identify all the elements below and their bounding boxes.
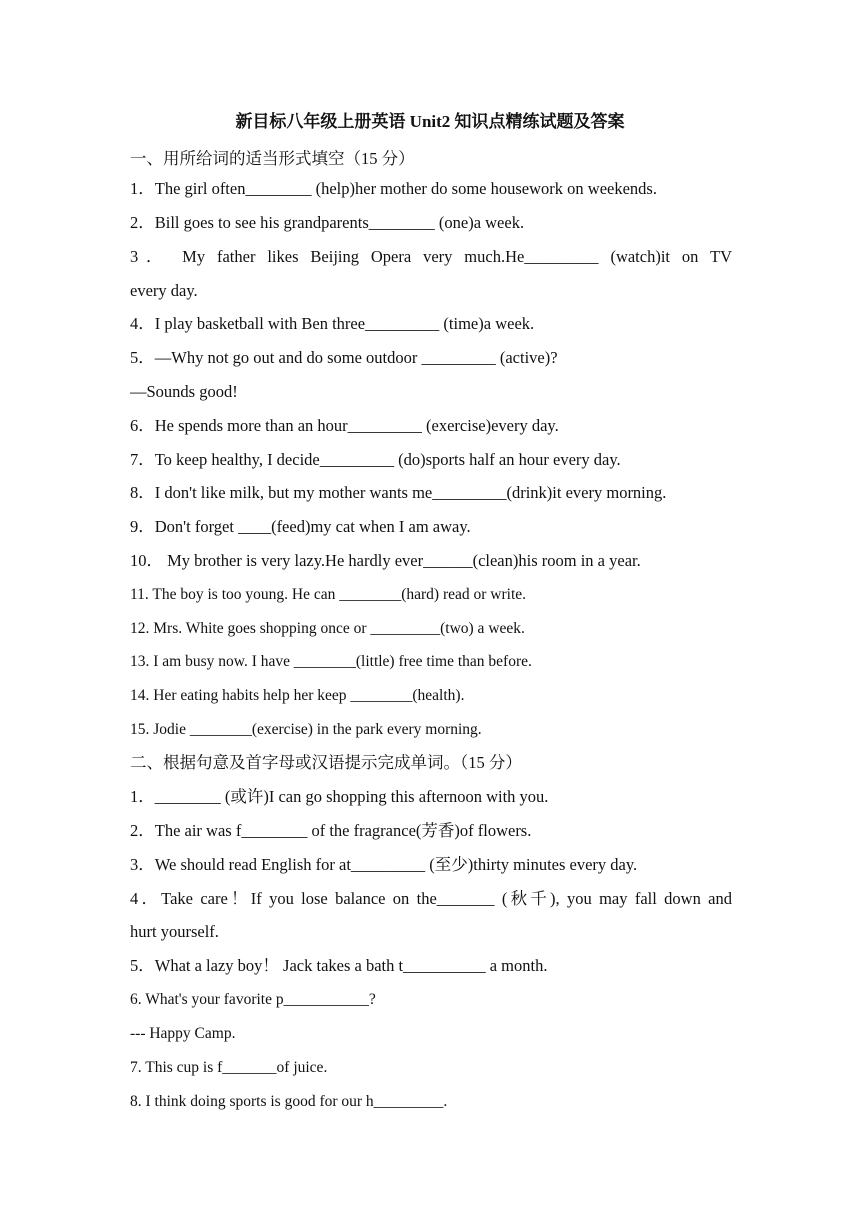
question-1-12: 12. Mrs. White goes shopping once or _________(two) a week. [130,620,525,637]
question-2-3: 3．We should read English for at_________ (至少)thirty minutes every day. [130,855,638,874]
question-1-7: 7．To keep healthy, I decide_________ (do)sports half an hour every day. [130,450,621,469]
question-2-1: 1．________ (或许)I can go shopping this afternoon with you. [130,787,549,806]
question-2-4: 4．Take care！If you lose balance on the_______ (秋千), you may fall down and [130,889,732,908]
question-1-13: 13. I am busy now. I have ________(little) free time than before. [130,653,532,670]
page-title: 新目标八年级上册英语 Unit2 知识点精练试题及答案 [235,112,625,131]
question-2-7: 7. This cup is f_______of juice. [130,1059,328,1076]
question-1-3: 3． My father likes Beijing Opera very much.He_________ (watch)it on TV [130,247,732,266]
question-1-9: 9．Don't forget ____(feed)my cat when I am away. [130,517,471,536]
question-1-5: 5．—Why not go out and do some outdoor _________ (active)? [130,348,558,367]
question-1-8: 8．I don't like milk, but my mother wants me_________(drink)it every morning. [130,483,667,502]
section-2-heading: 二、根据句意及首字母或汉语提示完成单词。（15 分） [130,753,522,772]
question-2-6: 6. What's your favorite p___________? [130,991,376,1008]
question-1-1: 1．The girl often________ (help)her mother do some housework on weekends. [130,179,657,198]
question-1-6: 6．He spends more than an hour_________ (exercise)every day. [130,416,559,435]
question-2-6-reply: --- Happy Camp. [130,1025,236,1042]
question-1-10: 10． My brother is very lazy.He hardly ever______(clean)his room in a year. [130,551,641,570]
question-2-8: 8. I think doing sports is good for our h_________. [130,1093,448,1110]
question-2-5: 5．What a lazy boy！ Jack takes a bath t__________ a month. [130,956,548,975]
question-1-14: 14. Her eating habits help her keep ________(health). [130,687,465,704]
question-2-2: 2．The air was f________ of the fragrance(芳香)of flowers. [130,821,532,840]
section-1-heading: 一、用所给词的适当形式填空（15 分） [130,149,415,168]
question-1-2: 2．Bill goes to see his grandparents________ (one)a week. [130,213,525,232]
question-1-5-reply: —Sounds good! [130,382,238,401]
question-1-4: 4．I play basketball with Ben three_________ (time)a week. [130,314,535,333]
question-1-15: 15. Jodie ________(exercise) in the park every morning. [130,721,482,738]
question-2-4-continued: hurt yourself. [130,922,219,941]
question-1-3-continued: every day. [130,281,198,300]
question-1-11: 11. The boy is too young. He can ________(hard) read or write. [130,586,527,603]
